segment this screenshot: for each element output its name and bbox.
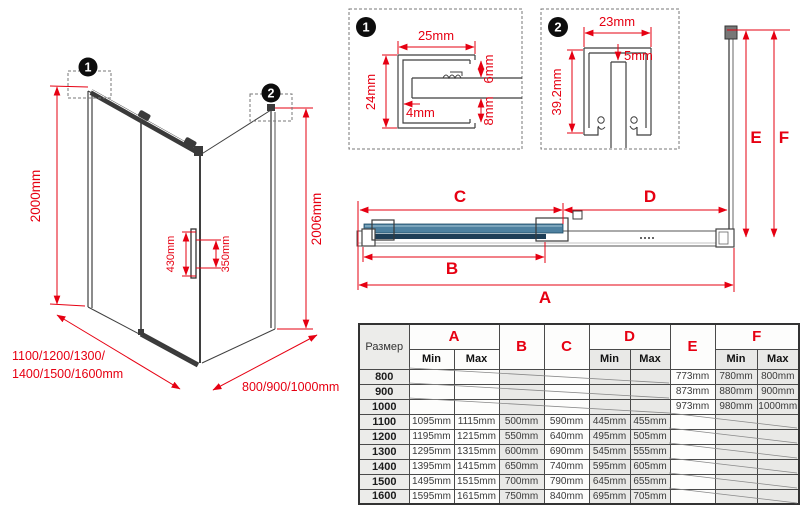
subheader-d-min: Min [589,349,630,369]
row-label: 1300 [359,444,409,459]
left-bracket [362,229,375,246]
table-row [359,459,799,474]
table-row [359,399,799,414]
row-label: 1400 [359,459,409,474]
col-header-c: C [544,324,589,369]
size-cell: 495mm [589,429,630,444]
row-label: 1600 [359,489,409,504]
size-cell: 595mm [589,459,630,474]
size-cell: 873mm [670,384,715,399]
size-table [358,323,800,505]
size-cell [499,399,544,414]
plan-dim-f-label: F [778,128,790,147]
size-cell: 655mm [630,474,670,489]
size-cell: 1415mm [454,459,499,474]
detail-1-badge-label: 1 [362,19,370,35]
subheader-a-max: Max [454,349,499,369]
plan-view [357,26,790,307]
size-cell: 773mm [670,369,715,384]
detail-1-height-label: 24mm [363,73,378,111]
subheader-a-min: Min [409,349,454,369]
dim-height-right [275,108,324,329]
size-cell [715,459,757,474]
size-cell: 1615mm [454,489,499,504]
subheader-f-min: Min [715,349,757,369]
size-cell [589,384,630,399]
size-cell [544,384,589,399]
col-header-f: F [715,324,799,349]
size-cell: 840mm [544,489,589,504]
size-cell: 780mm [715,369,757,384]
size-cell [589,369,630,384]
plan-dim-b-label: B [445,259,459,278]
side-panel-top [200,110,271,155]
size-cell: 880mm [715,384,757,399]
size-cell: 645mm [589,474,630,489]
plan-dims [358,30,790,307]
table-row [359,414,799,429]
size-cell [630,399,670,414]
size-cell: 505mm [630,429,670,444]
floor-edge-side [202,329,275,363]
subheader-d-max: Max [630,349,670,369]
detail-1-gap-bottom-label: 8mm [481,96,496,126]
table-row [359,444,799,459]
plan-dim-a-label: A [538,288,552,307]
table-row [359,489,799,504]
size-cell [544,399,589,414]
subheader-f-max: Max [757,349,799,369]
detail-2 [541,9,679,149]
size-cell: 700mm [499,474,544,489]
size-cell: 640mm [544,429,589,444]
table-row [359,429,799,444]
size-cell [670,474,715,489]
dim-height-right-label: 2006mm [309,192,324,246]
size-cell [757,474,799,489]
top-rail [91,92,198,152]
plan-dim-e-label: E [750,128,762,147]
size-cell [670,489,715,504]
size-cell: 1215mm [454,429,499,444]
size-cell [409,399,454,414]
size-cell: 695mm [589,489,630,504]
size-cell [757,444,799,459]
col-header-b: B [499,324,544,369]
row-label: 1000 [359,399,409,414]
size-cell [670,429,715,444]
size-cell [715,429,757,444]
row-label: 1200 [359,429,409,444]
size-cell [630,384,670,399]
size-cell [409,369,454,384]
detail-2-height-label: 39.2mm [549,68,564,116]
detail-1-gap-top-label: 6mm [481,54,496,84]
header-row-groups [359,324,799,349]
size-cell [454,399,499,414]
size-cell [409,384,454,399]
dim-handle-left-label: 430mm [165,235,177,273]
size-cell [454,369,499,384]
size-cell: 690mm [544,444,589,459]
size-cell: 1295mm [409,444,454,459]
dim-side-widths [213,335,339,394]
size-cell [715,444,757,459]
size-cell: 1495mm [409,474,454,489]
detail-2-profile [584,48,651,148]
side-panel-knob [267,104,275,111]
size-cell: 750mm [499,489,544,504]
table-row [359,474,799,489]
detail-1-width-label: 25mm [417,28,455,43]
size-cell [589,399,630,414]
dim-height-left [28,86,88,306]
wall-profile [88,91,92,308]
size-cell: 1095mm [409,414,454,429]
size-cell: 445mm [589,414,630,429]
size-cell [757,414,799,429]
row-label: 1500 [359,474,409,489]
size-cell: 1115mm [454,414,499,429]
size-cell [715,474,757,489]
row-label: 800 [359,369,409,384]
size-cell: 555mm [630,444,670,459]
table-row [359,369,799,384]
size-cell: 973mm [670,399,715,414]
size-cell: 650mm [499,459,544,474]
size-cell: 1515mm [454,474,499,489]
size-cell: 1315mm [454,444,499,459]
size-cell: 800mm [757,369,799,384]
col-header-size: Размер [359,324,409,369]
door-handle [191,229,196,278]
size-cell: 455mm [630,414,670,429]
size-cell: 500mm [499,414,544,429]
table-row [359,384,799,399]
size-cell [757,489,799,504]
size-cell: 980mm [715,399,757,414]
size-cell [715,414,757,429]
dim-height-left-label: 2000mm [28,169,43,223]
plan-dim-d-label: D [643,187,657,206]
size-cell: 605mm [630,459,670,474]
detail-1-wall-label: 4mm [406,105,435,120]
dim-front-widths [12,315,180,389]
size-cell [757,459,799,474]
plan-dim-c-label: C [453,187,467,206]
row-label: 900 [359,384,409,399]
size-cell: 590mm [544,414,589,429]
size-cell [670,414,715,429]
detail-1 [349,9,522,149]
size-cell: 790mm [544,474,589,489]
size-cell [630,369,670,384]
detail-2-width-label: 23mm [598,14,636,29]
size-cell: 1195mm [409,429,454,444]
size-cell [670,444,715,459]
size-cell [454,384,499,399]
size-cell: 740mm [544,459,589,474]
size-cell [499,384,544,399]
row-label: 1100 [359,414,409,429]
col-header-d: D [589,324,670,349]
size-cell: 600mm [499,444,544,459]
col-header-e: E [670,324,715,369]
size-cell [757,429,799,444]
size-cell: 1000mm [758,401,798,412]
dim-handle-right [196,236,232,273]
size-cell: 1395mm [409,459,454,474]
side-panel-cap [725,26,737,39]
clamp-knob [573,211,582,219]
badge-2-label: 2 [267,86,275,101]
dim-handle-right-label: 350mm [220,235,232,273]
size-cell: 705mm [630,489,670,504]
size-cell: 900mm [757,384,799,399]
dim-front-widths-label-1: 1100/1200/1300/ [12,349,105,363]
size-cell [715,489,757,504]
size-cell: 1595mm [409,489,454,504]
size-cell [544,369,589,384]
dim-side-widths-label: 800/900/1000mm [242,380,340,394]
badge-1-label: 1 [84,60,92,75]
glass-seal [364,234,546,239]
size-cell: 550mm [499,429,544,444]
col-header-a: A [409,324,499,349]
detail-2-inset-label: 5mm [624,48,653,63]
size-cell: 545mm [589,444,630,459]
size-cell [499,369,544,384]
detail-2-badge-label: 2 [554,19,562,35]
size-cell [670,459,715,474]
iso-view [12,58,339,395]
dim-front-widths-label-2: 1400/1500/1600mm [12,367,124,381]
